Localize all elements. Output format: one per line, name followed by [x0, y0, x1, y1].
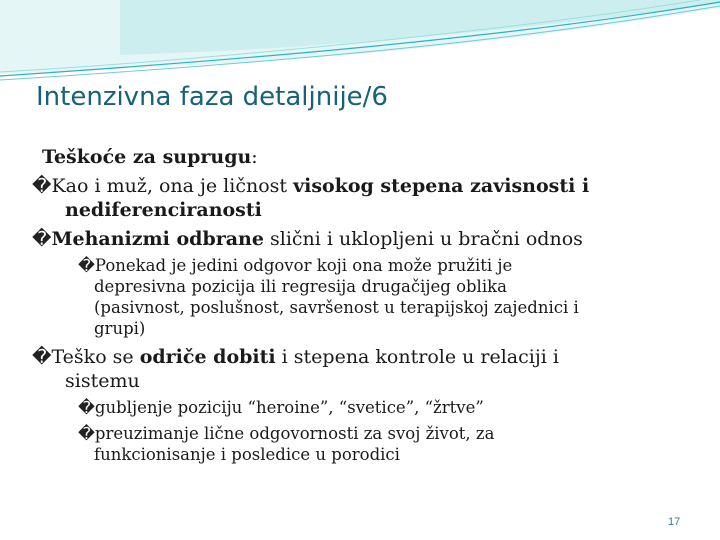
bullet-item-1 [32, 175, 589, 197]
slide-title: Intenzivna faza detaljnije/6 [36, 82, 388, 112]
sub2b-line2: funkcionisanje i posledice u porodici [94, 445, 400, 464]
item2-bold: Mehanizmi odbrane [51, 228, 264, 250]
item3-line2: sistemu [65, 370, 140, 392]
sub2b-line1: preuzimanje lične odgovornosti za svoj život, za [94, 424, 495, 443]
sub1-line1: Ponekad je jedini odgovor koji ona može pružiti je [94, 256, 513, 275]
bullet-icon: � [32, 175, 52, 197]
heading-line [42, 146, 258, 168]
sub1-line4: grupi) [94, 319, 146, 338]
sub-item-1-cont-3 [94, 319, 145, 338]
sub-item-3 [78, 424, 494, 443]
sub-bullet-icon: � [78, 256, 95, 275]
sub-bullet-icon: � [78, 424, 95, 443]
sub-item-1 [78, 256, 512, 275]
heading-bold: Teškoće za suprugu [42, 146, 252, 168]
item1-bold-cont: nediferenciranosti [65, 199, 262, 221]
bullet-item-2 [32, 228, 583, 250]
sub-bullet-icon: � [78, 398, 95, 417]
sub1-line3: (pasivnost, poslušnost, savršenost u terapijskoj zajednici i [94, 298, 579, 317]
sub-item-2 [78, 398, 484, 417]
item3-text-c: i stepena kontrole u relaciji i [275, 346, 559, 368]
item3-text-a: Teško se [51, 346, 140, 368]
page-number: 17 [668, 516, 681, 528]
bullet-item-3 [32, 346, 559, 368]
item1-bold: visokog stepena zavisnosti i [293, 175, 590, 197]
sub-item-3-cont [94, 445, 400, 464]
bullet-item-1-cont [65, 199, 262, 221]
sub-item-1-cont-1 [94, 277, 507, 296]
bullet-icon: � [32, 346, 52, 368]
sub2a-line1: gubljenje poziciju “heroine”, “svetice”, “žrtve” [94, 398, 484, 417]
sub1-line2: depresivna pozicija ili regresija drugačijeg oblika [94, 277, 507, 296]
item2-text: slični i uklopljeni u bračni odnos [263, 228, 583, 250]
bullet-icon: � [32, 228, 52, 250]
heading-rest: : [251, 146, 258, 168]
sub-item-1-cont-2 [94, 298, 579, 317]
bullet-item-3-cont [65, 370, 140, 392]
item3-bold: odriče dobiti [139, 346, 276, 368]
item1-text: Kao i muž, ona je ličnost [51, 175, 294, 197]
